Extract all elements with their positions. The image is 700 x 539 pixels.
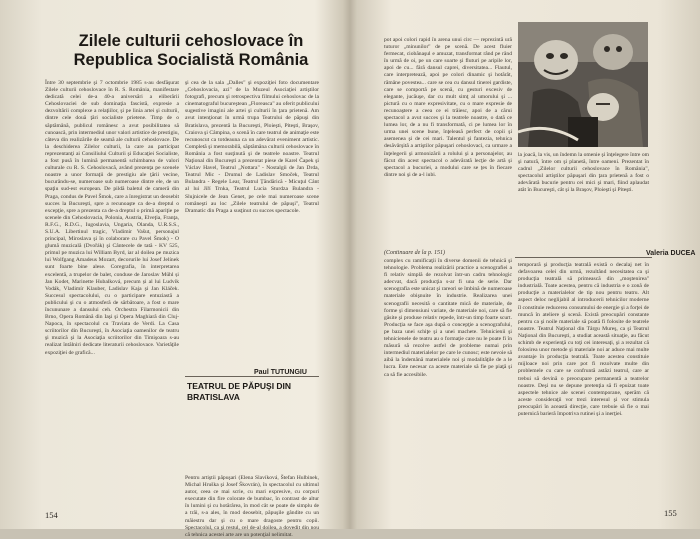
left-column-2: şi cea de la sala „Dalles" şi expoziţiei foto documentare „Cehoslovacia, azi" de la Muzeul Asociaţiei artiştilor fotografi, precum şi retrospectiva filmului cehoslovac de la cinematograful bucureştean „Floreasca" au oferit publicului sugestive imagini ale artei şi culturii în ţara prietenă. Am avut intenţionat în urmă trupa Teatrului de păpuşi din Bratislava, prezentă la Bucureşti, Ploieşti, Piteşti, Braşov, Craiova şi Câmpina, o scenă în care teatrul de animaţie este recunoscut ca totdeauna ca un adevărat eveniment artistic. Completă şi memorabilă, săptămâna culturii cehoslovace în România a fost susţinută şi de teatrele noastre. Teatrul Naţional din Bucureşti a prezentat piese de Karel Čapek şi Václav Havel, Teatrul „Nottara" - Nostalgii de Jan Drda, Teatrul Mic - Drumul de Ladislav Smoček, Teatrul Bulandra - Regele Lear, Teatrul Ţăndărică - Micuţul Cânt al lui Jiří Trnka, Teatrul Lucia Sturdza Bulandra - Slujnicele de Jean Genet, pe cele mai numeroase scene româneşti au loc „Zilele teatrului de păpuşi", Teatrul Dramatic din Praga a susţinut cu succes spectacole. <box>185 80 321 214</box>
continuation-note: (Continuare de la p. 151) <box>384 250 445 256</box>
left-page-number: 154 <box>45 510 58 520</box>
section-divider <box>185 376 319 377</box>
right-column-2-bottom: temporară şi producţia teatrală există o decalaj net în defavoarea celei din urmă, rezultând necesitatea ca şi producţia teatrală să primească din „moştenirea" industrială. Toate acestea, pentru că industria e o zonă de producţie a materialelor de tip nou pentru teatru. Alt aspect deloc neglijabil al introducerii tehnicilor moderne îl constituie reducerea consumului de energie şi a forţei de muncă în ateliere şi scenă. Există preocupări constante pentru ca şi noile materiale să poată fi folosite de teatrele noastre. Teatrul Naţional din Târgu Mureş, ca şi Teatrul Naţional din Bucureşti, a studiat această situaţie, au făcut schimb de experienţă cu toţi cei interesaţi, şi a rezultat că folosirea unor metode şi materiale noi ar aduce mai multe avantaje în producţia teatrală. Toate acestea constituie mijloace noi prin care pot fi rezolvate multe din problemele cu care se confruntă astăzi teatrul, care ar trebui să devină o preocupare permanentă a teatrelor noastre. Deşi nu se depune pretenţia să fi epuizat toate aspectele tehnice ale scenei contemporane, sperăm că aceste consideraţii vor trezi interesul şi vor stimula preocupări în această direcţie, care trebuie să fie o mai puternică barieră împotriva rutinei şi a inerţiei. <box>518 262 651 417</box>
right-column-1b: complex cu ramificaţii în diverse domenii de tehnică şi tehnologie. Problema realizării practice a scenografiei a fi relativ simplă de rezolvat într-un cadru tehnologic adecvat, dacă producţia s-ar fi una de serie. Dar scenografia este unicat şi rareori se îmbină de numeroase materiale obişnuite în industrie. Realizarea unei scenografii necesită o cantitate mică de materiale, de forme şi dimensiuni variate, de materiale noi, care să fie găsite şi produse relativ repede, într-un timp foarte scurt. Producţia se face aşa după o concepţie a scenografului, pe baza unei schiţe şi a unei machete. Tehnicienii şi tehnicienele de teatru au o formaţie care nu le poate fi în măsură să rezolve astfel de probleme numai prin intermediul materialelor pe care le cunosc; este nevoie să aibă la îndemână materialele noi şi modalităţile de a le lucra. Este necesar ca aceste materiale să fie pe piaţă şi ca să fie accesibile. <box>384 258 514 378</box>
left-signature: Paul TUTUNGIU <box>254 369 307 376</box>
puppet-photo <box>518 22 648 147</box>
left-column-1: Între 30 septembrie şi 7 octombrie 1985 s-au desfăşurat Zilele culturii cehoslovace în R. S. România, manifestare dedicată celei de-a 40-a aniversări a eliberării Cehoslovaciei de sub dominaţia fascistă, expresie a dezvoltării complexe a relaţiilor, şi pe linia artei şi culturii, dintre cele două ţări socialiste prietene. Timp de o săptămână, publicul românesc a avut posibilitatea să cunoască, prin intermediul unor valori artistice de prestigiu, câteva din realizările de seamă ale culturii cehoslovace. De la deschiderea Zilelor culturii, la care au participat reprezentanţi ai Consiliului Culturii şi Educaţiei Socialiste, a fost pusă în lumină permanentă schimbarea de valori culturale cu R. S. Cehoslovacă, având prezenţa pe scenele noastre a unor formaţii de prestigiu ale ţării vecine, bucurându-se, numeroase sub numeroase dintre ele, de un spaţiu sud-est european. De pildă baletul de cameră din Praga, condus de Pavel Šmok, care a înregistrat un deosebit succes la Bucureşti, spre a recunoaşte ca de-a dreptul o excepţie, spre a prezenta ca de-a dreptul o primă apariţie pe scenele din Cehoslovacia, Polonia, Austria, Elveţia, Franţa, R.F.G., R.D.G., Iugoslavia, Ungaria, Olanda, U.R.S.S., S.U.A. Libertinul tragic, Vladimir Vašut, personajul principal, Miroslava şi în colaborare cu Pavel Šmok) - O glumă muzicală (Dvořák) şi Cântecele de tată - KV 525, primul pe muzica lui William Byrd, iar al doilea pe muzica lui Wolfgang Amadeus Mozart, decorurile lui Josef Jelínek sunt foarte bine alese. Coregrafia, în interpretarea excelentă, a trupelor de balet, conduse de Jaroslav Mühl și Jan Kodet, Marinette Hubalková, precum și al lui Ludvík Vodák, Vladimír Klauber, Ladislav Kaja şi Jan Kláček. Succesul spectacolului, cu o participare entuziastă a publicului şi cu o atmosferă de sărbătoare, a fost o mare încununare a dansului ceh. Orchestra Filarmonicii din Brno, Opera Română din Iaşi şi Opera Maghiară din Cluj-Napoca, în spectacolul cu Traviata de Verdi. La Casa scriitorilor din Bucureşti, în Asociaţia oamenilor de teatru şi muzică şi la Asociaţia scriitorilor din Timişoara s-au realizat întâlniri dedicate literaturii cehoslovace. Varietăţile expoziţiei de grafică... <box>45 80 181 356</box>
right-column-1: pot apoi colori rapid în arena unui circ — reprezintă ură tuturor „minunilor" de pe scenă. De acest fluier fermecat, ciobănaşul e amuzat, transformat rând pe rând în urmă de oi, pe un care soarte şi fluturi pe aripile lor, apoi de cu... fără dansul caprei, diversitatea... Flautul, care interpretează, apoi pe colori dinamic şi hotărât, rămâne povestea... care se cea cu dansul tinerei gardiste, care se comportă pe scenă, cu gesturi excesiv de elegante, jucăuşe, dar cu mult simţ al umorului şi ... pictură cu o mare expresivitate, cu o mare expresie de recunoaştere a ceea ce ei trăiesc, apoi de a cărui spectacol a avut succes şi la teatrele noastre, o dată ce lumea lor, de a nu fi transformată, ci pe lumea lor în urma unei scene bune, înţeleasă perfect de copii şi asemenea şi de cei mari. Talentul şi fantezia, tehnica desăvârşită a artiştilor păpuşari cehoslovaci, ca urmare a înţelegerii şi armonizării a rolului şi a personajelor, au făcut din acest spectacol o adevărată lecţie de artă şi spectacol a bucuriei, a modului care se ţes în fiecare dintre noi şi de a-l iubi. <box>384 37 514 178</box>
right-column-2-top: la joacă, la vis, un îndemn la omenie şi înţelegere între om şi natură, între om şi planetă, între oameni. Prezentat în cadrul „Zilelor culturii cehoslovace în România", spectacolul artiştilor păpuşari din ţara prietenă a fost o adevărată bucurie pentru cei mici şi mari, fiind aplaudat atât în Bucureşti, cât şi la Braşov, Ploieşti şi Piteşti. <box>518 152 651 194</box>
left-column-3: Pentru artiştii păpuşari (Elena Slavíková, Štefan Hulbinek, Michal Hruška şi Josef Škovrán), în spectacolul cu ultimul autor, ceea ce mai scrie, cu mari expresive, cu corpuri executate din fire colorate de bumbac, în contrast de altur în lumini şi cu hotărârea, în mod cât se poate de simplu de a trăi, s-a ales, în mod deosebit, păpuşile gândite cu un măiestru dar şi cu o mare dragoste pentru copii. Spectacolul, ca şi restul, cel de-al doilea, a dovedit din nou că tehnica acestei arte are un potenţial nelimitat. <box>185 475 321 538</box>
left-page <box>0 0 348 538</box>
article-title: Zilele culturii cehoslovace în Republica Socialistă România <box>73 32 309 69</box>
section-subheading: TEATRUL DE PĂPUŞI DIN BRATISLAVA <box>187 381 292 402</box>
right-signature: Valeria DUCEA <box>646 250 696 257</box>
right-section-divider <box>515 257 652 258</box>
puppet-photo-image <box>518 22 648 147</box>
right-page-number: 155 <box>664 508 677 518</box>
